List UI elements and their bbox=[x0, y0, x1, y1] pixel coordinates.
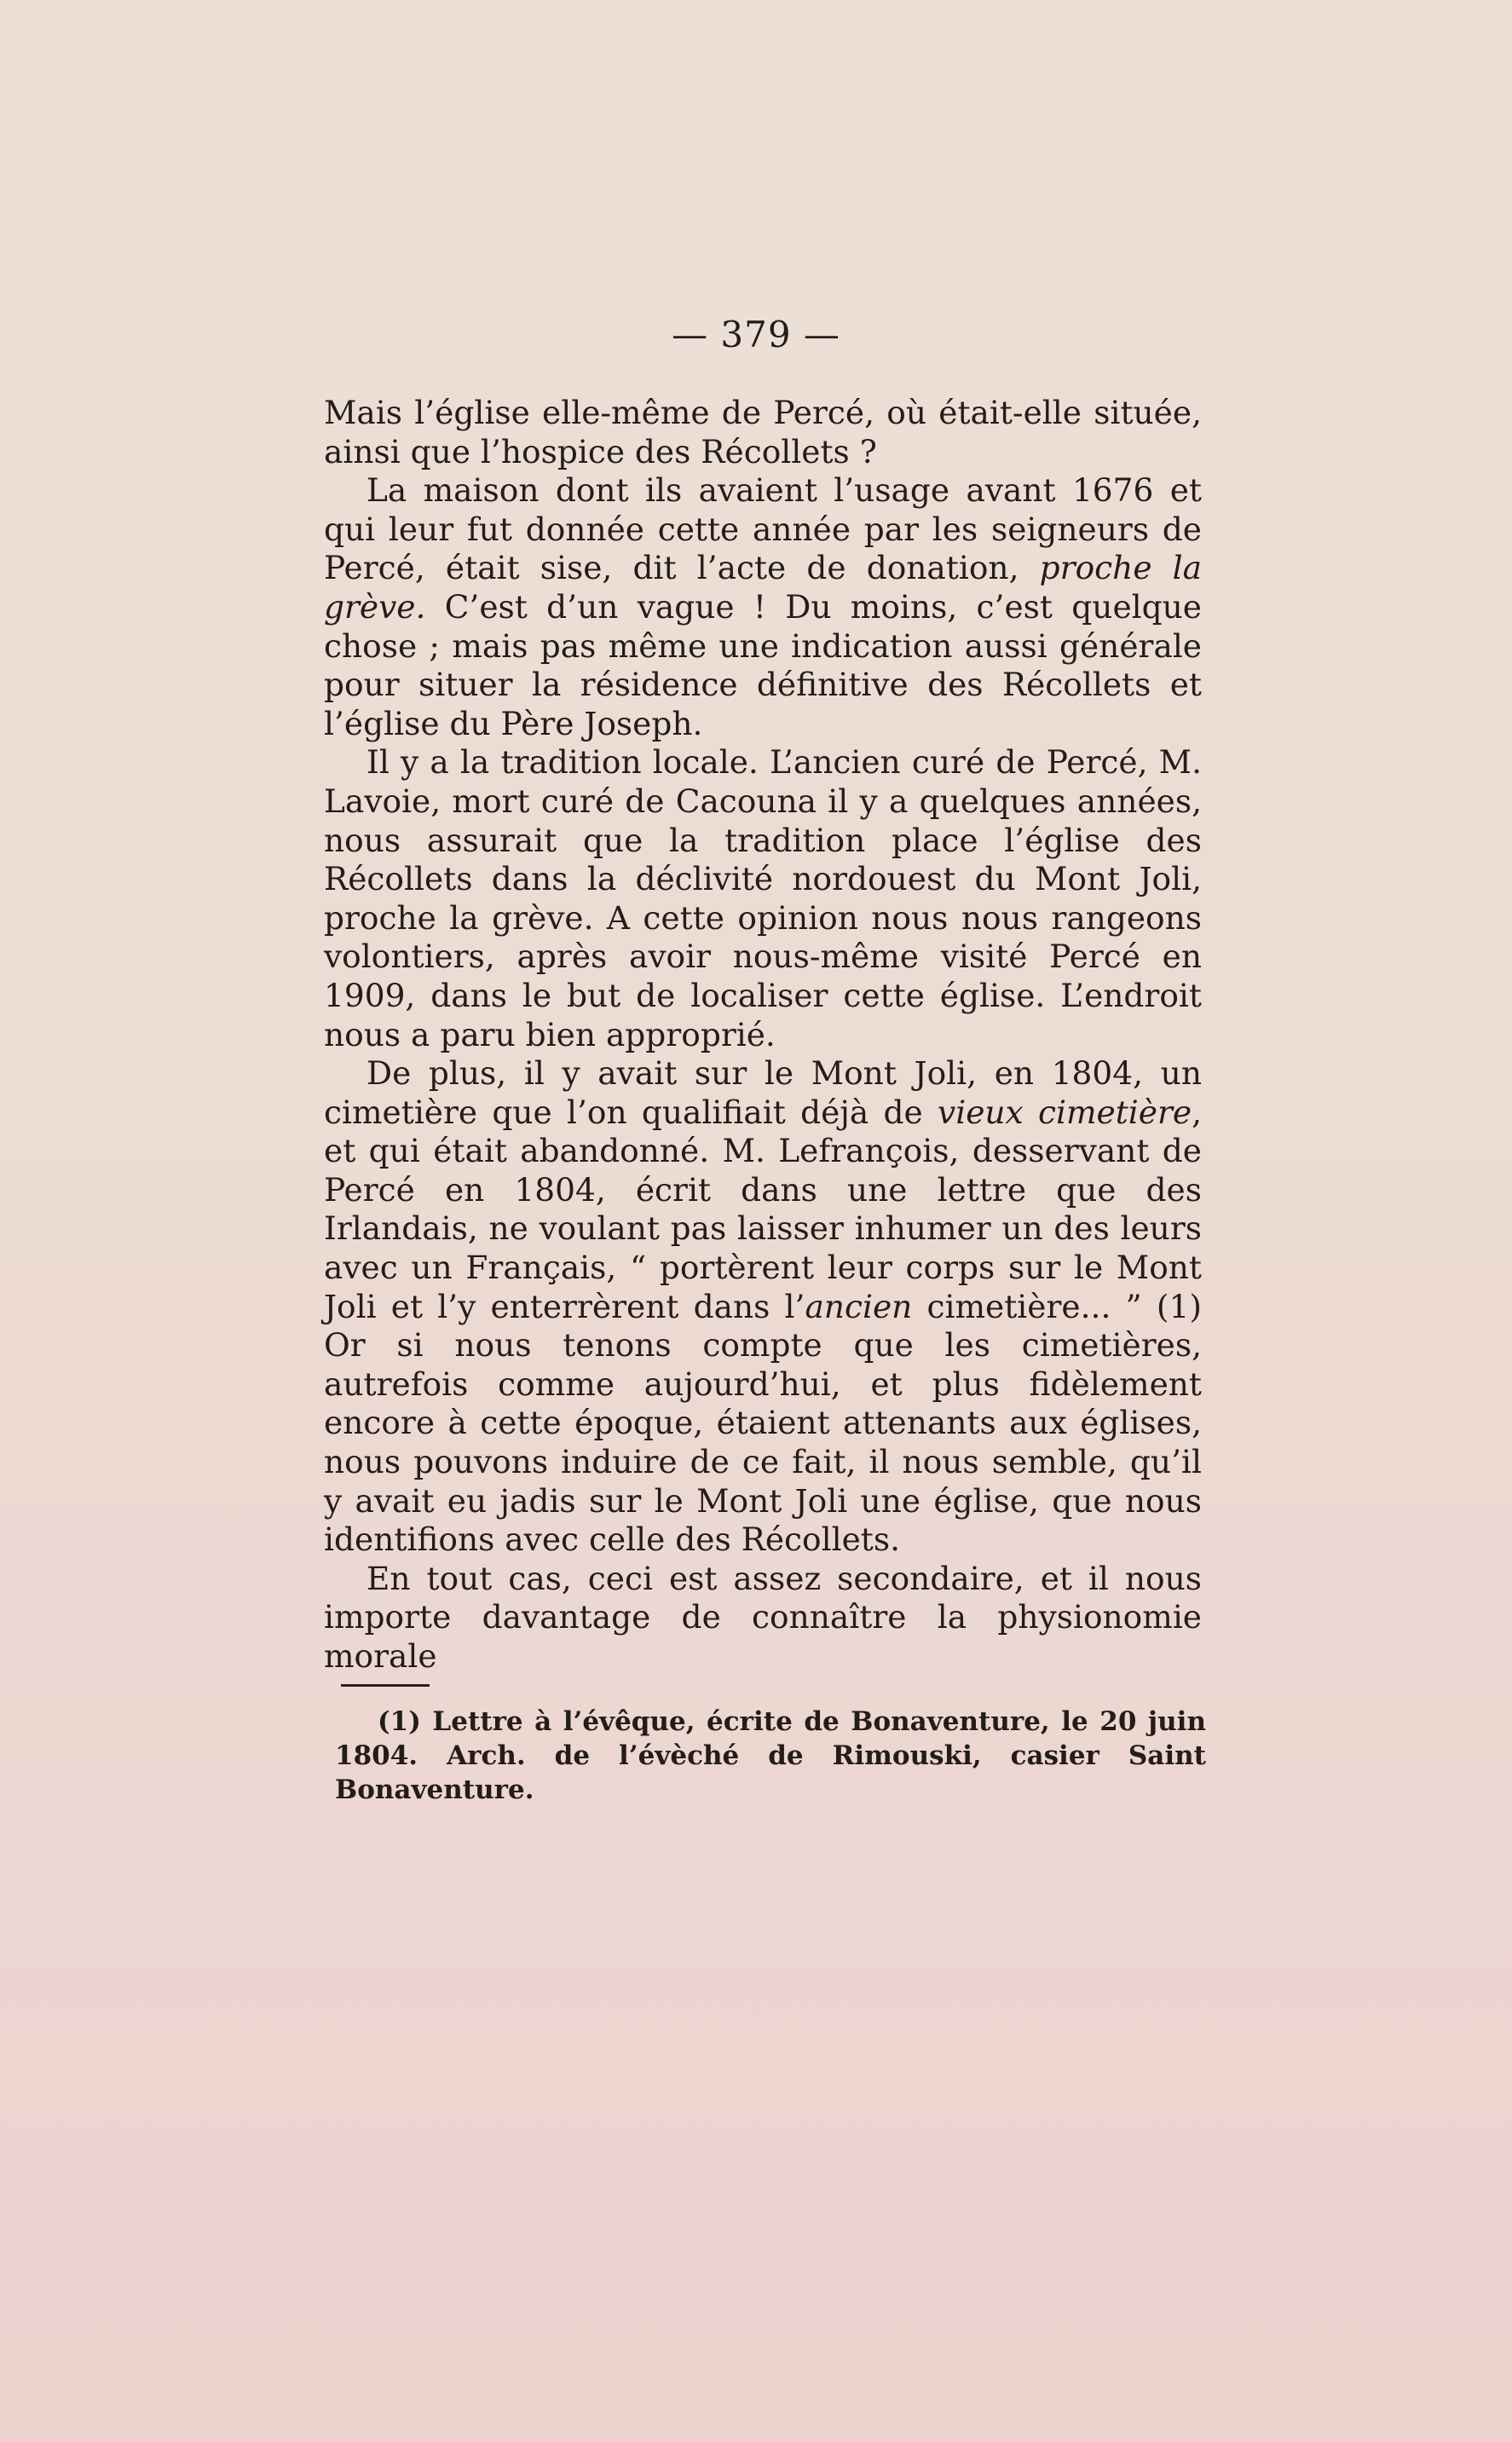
footnote bbox=[335, 1705, 1206, 1807]
italic-run: ancien bbox=[805, 1287, 913, 1325]
footnote-divider bbox=[341, 1684, 430, 1687]
footnote-text: (1) Lettre à l’évêque, écrite de Bonaventure, le 20 juin 1804. Arch. de l’évèché de Rimouski, casier Saint Bonaventure. bbox=[335, 1706, 1206, 1805]
italic-run: vieux cimetière bbox=[938, 1093, 1192, 1131]
italic-run: proche la grève. bbox=[324, 549, 1203, 626]
paragraph bbox=[324, 743, 1202, 1054]
paragraph bbox=[324, 471, 1202, 743]
page-number: — 379 — bbox=[672, 314, 840, 355]
paragraph bbox=[324, 1054, 1202, 1560]
text-run: En tout cas, ceci est assez secondaire, et il nous importe davantage de connaître la physionomie morale bbox=[324, 1559, 1202, 1675]
text-run: La maison dont ils avaient l’usage avant 1676 et qui leur fut donnée cette année par les seigneurs de Percé, était sise, dit l’acte de donation, bbox=[324, 471, 1202, 587]
text-run: Mais l’église elle-même de Percé, où était-elle située, ainsi que l’hospice des Récollets ? bbox=[324, 394, 1202, 470]
text-run: Il y a la tradition locale. L’ancien curé de Percé, M. Lavoie, mort curé de Cacouna il y a quelques années, nous assurait que la tradition place l’église des Récollets dans la déclivité nordouest du Mont Joli, proche la grève. A cette opinion nous nous rangeons volontiers, après avoir nous-même visité Percé en 1909, dans le but de localiser cette église. L’endroit nous a paru bien approprié. bbox=[324, 743, 1202, 1053]
paragraph bbox=[324, 394, 1202, 471]
body-text bbox=[324, 394, 1202, 1676]
text-run: De plus, il y avait sur le Mont Joli, en 1804, un cimetière que l’on qualifiait déjà de bbox=[324, 1054, 1202, 1131]
text-run: C’est d’un vague ! Du moins, c’est quelque chose ; mais pas même une indication aussi générale pour situer la résidence définitive des Récollets et l’église du Père Joseph. bbox=[324, 587, 1202, 742]
text-run: cimetière... ” (1) Or si nous tenons compte que les cimetières, autrefois comme aujourd’hui, et plus fidèlement encore à cette époque, étaient attenants aux églises, nous pouvons induire de ce fait, il nous semble, qu’il y avait eu jadis sur le Mont Joli une église, que nous identifions avec celle des Récollets. bbox=[324, 1287, 1202, 1559]
paragraph bbox=[324, 1560, 1202, 1676]
text-run: , et qui était abandonné. M. Lefrançois, desservant de Percé en 1804, écrit dans une lettre que des Irlandais, ne voulant pas laisser inhumer un des leurs avec un Français, “ portèrent leur corps sur le Mont Joli et l’y enterrèrent dans l’ bbox=[324, 1093, 1202, 1325]
